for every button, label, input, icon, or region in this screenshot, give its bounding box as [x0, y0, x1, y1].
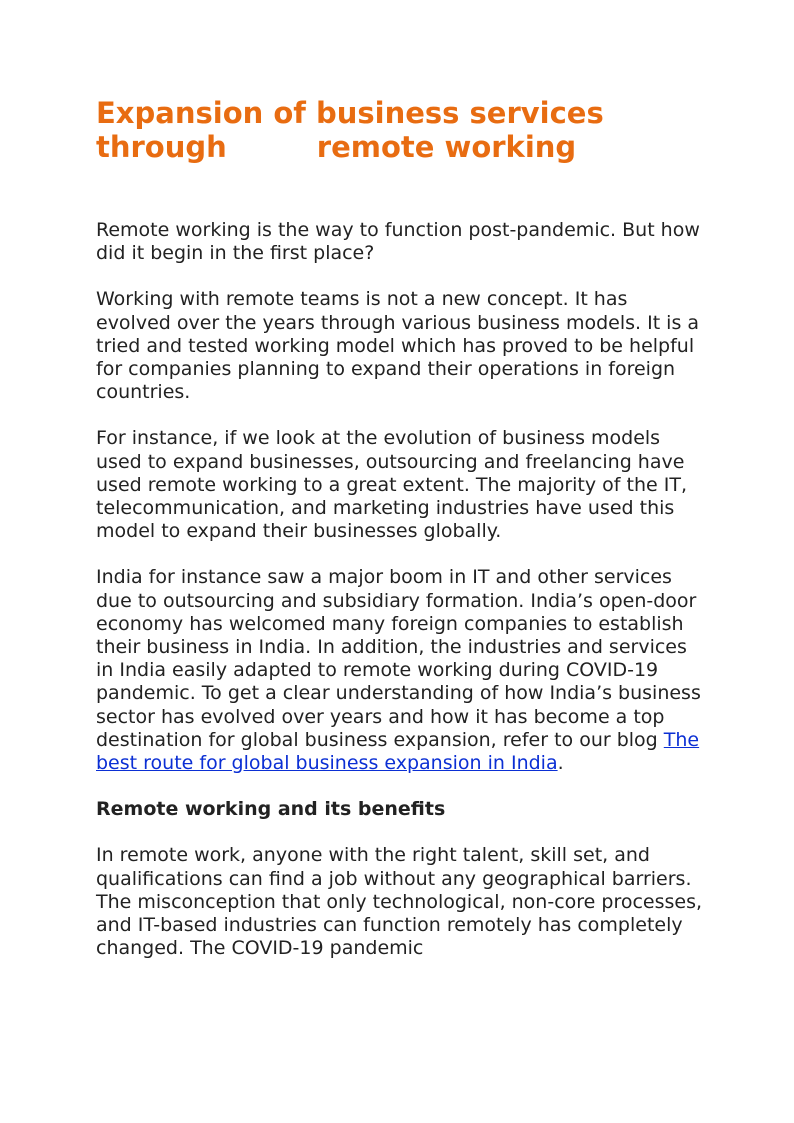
article-body [96, 219, 706, 960]
paragraph-business-models: For instance, if we look at the evolution of business models used to expand businesses, outsourcing and freelancing have used remote working to a great extent. The majority of the IT, telecommunication, and marketing industries have used this model to expand their businesses globally. [96, 427, 687, 543]
document-page [96, 96, 706, 983]
paragraph-india-text: India for instance saw a major boom in IT and other services due to outsourcing and subsidiary formation. India’s open-door economy has welcomed many foreign companies to establish their business in India. In addition, the industries and services in India easily adapted to remote working during COVID-19 pandemic. To get a clear understanding of how India’s business sector has evolved over years and how it has become a top destination for global business expansion, refer to our blog [96, 566, 701, 751]
paragraph-india [96, 566, 706, 775]
title-line-1: Expansion of business services [96, 96, 604, 130]
section-heading: Remote working and its benefits [96, 798, 446, 821]
paragraph-remote-teams: Working with remote teams is not a new concept. It has evolved over the years through various business models. It is a tried and tested working model which has proved to be helpful for companies planning to expand their operations in foreign countries. [96, 288, 700, 404]
paragraph-remote-work: In remote work, anyone with the right talent, skill set, and qualifications can find a job without any geographical barriers. The misconception that only technological, non-core processes, and IT-based industries can function remotely has completely changed. The COVID-19 pandemic [96, 844, 703, 960]
title-line-2-part-1: through [96, 130, 227, 164]
blog-link[interactable]: The best route for global business expansion in India [96, 728, 700, 775]
page-title [96, 96, 706, 164]
title-line-2-part-2: remote working [316, 130, 577, 164]
paragraph-intro: Remote working is the way to function post-pandemic. But how did it begin in the first place? [96, 219, 700, 265]
paragraph-india-end: . [557, 752, 564, 775]
